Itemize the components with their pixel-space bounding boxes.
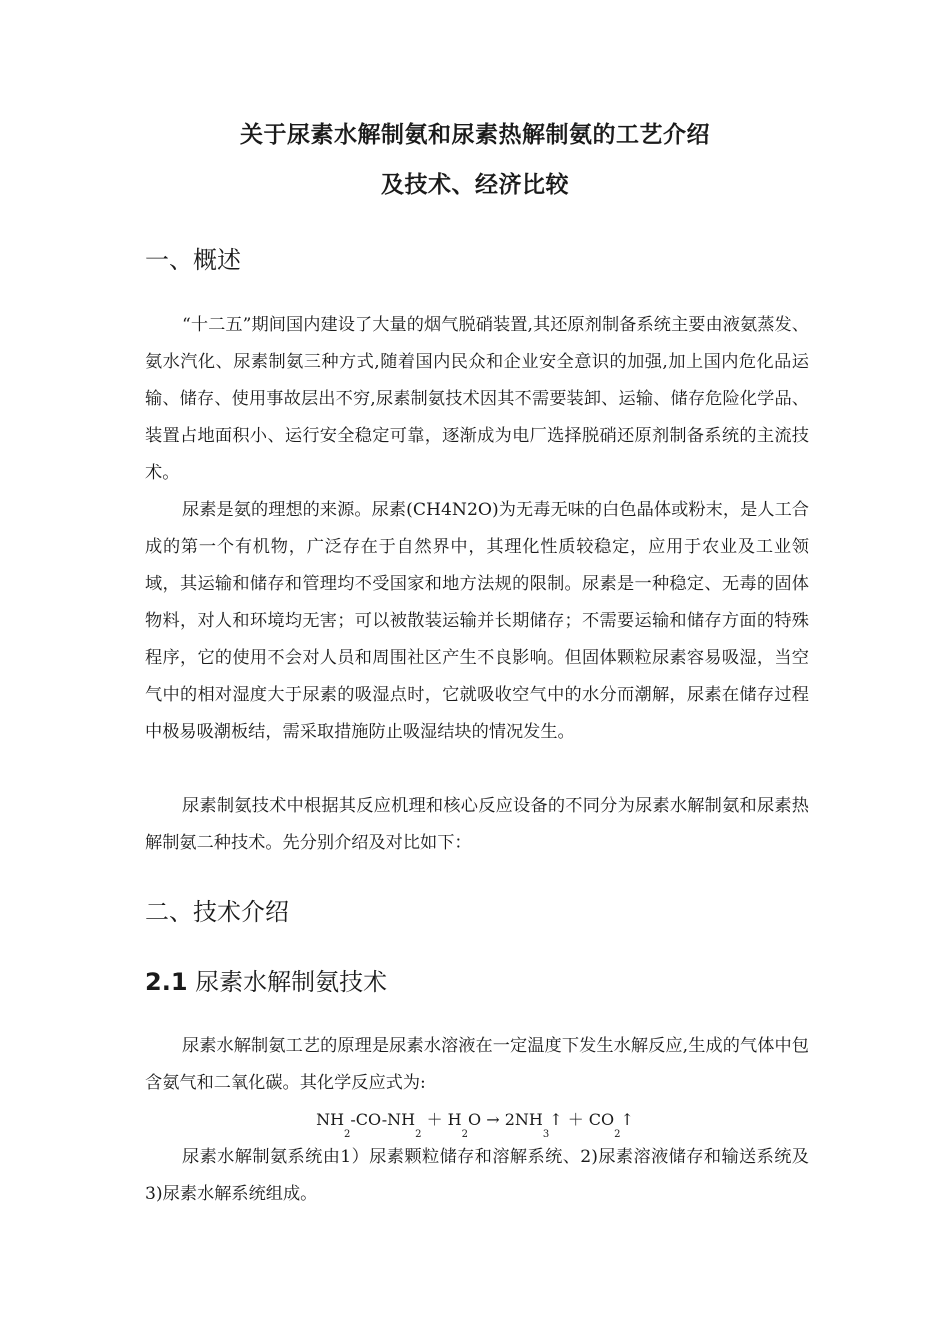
paragraph-5: 尿素水解制氨系统由1）尿素颗粒储存和溶解系统、2)尿素溶液储存和输送系统及 3)尿素水解系统组成。 <box>145 1147 809 1204</box>
formula-subscript: 2 <box>415 1129 422 1140</box>
formula-part: O → 2NH <box>468 1110 543 1129</box>
formula-part: ↑ ＋ CO <box>549 1110 615 1129</box>
paragraph-4: 尿素水解制氨工艺的原理是尿素水溶液在一定温度下发生水解反应,生成的气体中包含氨气和二氧化碳。其化学反应式为: <box>145 1036 809 1093</box>
subsection-heading <box>145 962 387 997</box>
formula-part: -CO-NH <box>350 1110 416 1129</box>
formula-subscript: 2 <box>344 1129 351 1140</box>
formula-subscript: 2 <box>614 1129 621 1140</box>
subsection-title: 尿素水解制氨技术 <box>195 968 388 996</box>
formula-subscript: 3 <box>542 1129 550 1140</box>
subsection-number: 2.1 <box>145 968 188 996</box>
document-title-line2: 及技术、经济比较 <box>381 172 569 198</box>
paragraph-1: “十二五”期间国内建设了大量的烟气脱硝装置,其还原剂制备系统主要由液氨蒸发、氨水汽化、尿素制氨三种方式,随着国内民众和企业安全意识的加强,加上国内危化品运输、储存、使用事故层出不穷,尿素制氨技术因其不需要装卸、运输、储存危险化学品、装置占地面积小、运行安全稳定可靠，逐渐成为电厂选择脱硝还原剂制备系统的主流技术。 <box>145 315 809 483</box>
document-title-line1: 关于尿素水解制氨和尿素热解制氨的工艺介绍 <box>240 122 710 148</box>
section1-heading: 一、概述 <box>145 246 241 274</box>
chemical-formula <box>0 1108 950 1140</box>
formula-part: ＋ H <box>421 1110 462 1129</box>
formula-part: ↑ <box>620 1110 634 1129</box>
formula-subscript: 2 <box>461 1129 468 1140</box>
section2-heading: 二、技术介绍 <box>145 898 289 926</box>
formula-part: NH <box>316 1110 345 1129</box>
paragraph-2: 尿素是氨的理想的来源。尿素(CH4N2O)为无毒无味的白色晶体或粉末，是人工合成的第一个有机物，广泛存在于自然界中，其理化性质较稳定，应用于农业及工业领域，其运输和储存和管理均不受国家和地方法规的限制。尿素是一种稳定、无毒的固体物料，对人和环境均无害；可以被散装运输并长期储存；不需要运输和储存方面的特殊程序，它的使用不会对人员和周围社区产生不良影响。但固体颗粒尿素容易吸湿，当空气中的相对湿度大于尿素的吸湿点时，它就吸收空气中的水分而潮解，尿素在储存过程中极易吸潮板结，需采取措施防止吸湿结块的情况发生。 <box>145 500 809 742</box>
paragraph-3: 尿素制氨技术中根据其反应机理和核心反应设备的不同分为尿素水解制氨和尿素热解制氨二种技术。先分别介绍及对比如下： <box>145 796 809 853</box>
